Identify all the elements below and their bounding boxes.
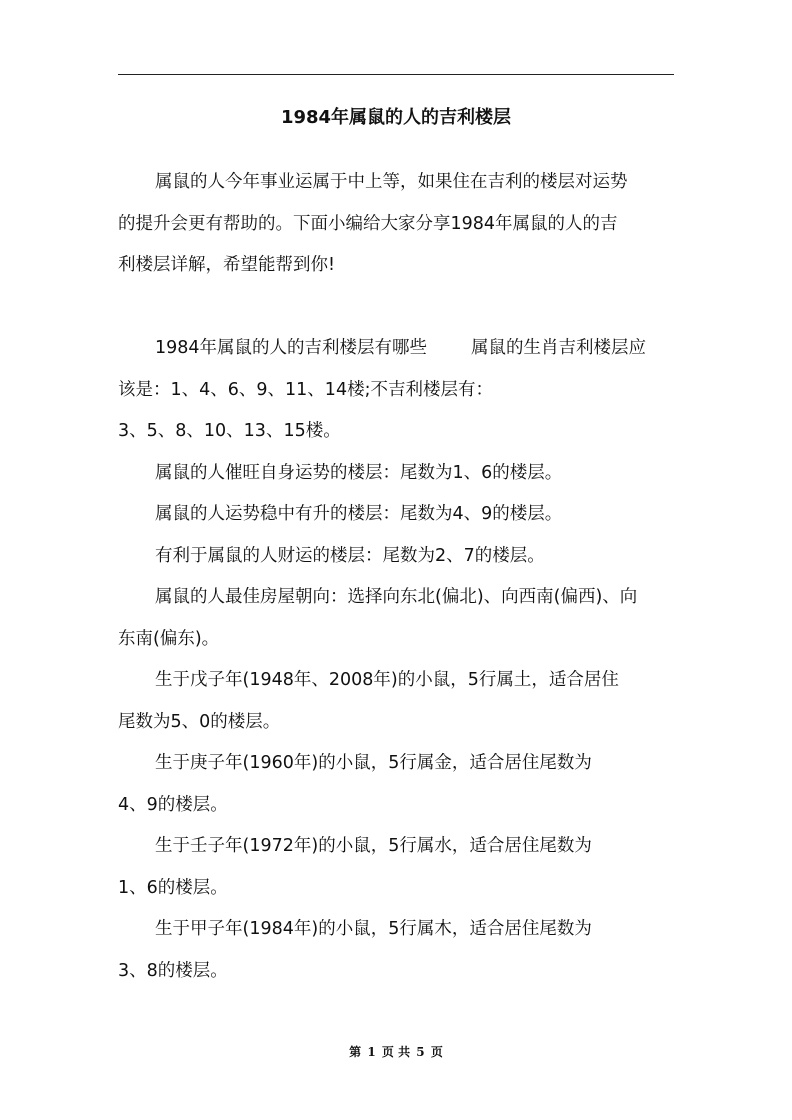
paragraph-line: 利楼层详解，希望能帮到你! (118, 255, 336, 275)
paragraph-line (118, 328, 678, 370)
paragraph-line: 属鼠的人催旺自身运势的楼层：尾数为1、6的楼层。 (155, 462, 563, 483)
paragraph-line: 属鼠的人运势稳中有升的楼层：尾数为4、9的楼层。 (155, 504, 563, 524)
paragraph-line: 的提升会更有帮助的。下面小编给大家分享1984年属鼠的人的吉 (118, 213, 618, 234)
footer-suffix: 页 (430, 1045, 443, 1059)
total-page-count: 5 (416, 1045, 425, 1059)
header-rule (118, 74, 674, 75)
current-page-number: 1 (367, 1045, 376, 1059)
paragraph-line: 3、5、8、10、13、15楼。 (118, 421, 341, 441)
section-heading: 1984年属鼠的人的吉利楼层有哪些 (155, 338, 428, 358)
paragraph-line: 生于戊子年(1948年、2008年)的小鼠，5行属土，适合居住 (155, 670, 619, 690)
article-body (118, 162, 678, 992)
paragraph-line: 属鼠的人今年事业运属于中上等，如果住在吉利的楼层对运势 (155, 172, 628, 192)
paragraph-line: 属鼠的人最佳房屋朝向：选择向东北(偏北)、向西南(偏西)、向 (155, 587, 638, 607)
paragraph-line: 尾数为5、0的楼层。 (118, 711, 281, 732)
paragraph-line: 生于壬子年(1972年)的小鼠，5行属水，适合居住尾数为 (155, 836, 592, 856)
footer-prefix: 第 (349, 1045, 362, 1059)
paragraph-line: 生于庚子年(1960年)的小鼠，5行属金，适合居住尾数为 (155, 753, 592, 773)
paragraph-line: 有利于属鼠的人财运的楼层：尾数为2、7的楼层。 (155, 545, 545, 566)
paragraph-line: 4、9的楼层。 (118, 794, 228, 815)
page-footer (0, 1043, 792, 1060)
paragraph-spacer (118, 287, 678, 329)
paragraph-line: 3、8的楼层。 (118, 960, 228, 981)
footer-middle: 页 共 (381, 1045, 411, 1059)
paragraph-line: 该是：1、4、6、9、11、14楼;不吉利楼层有： (118, 379, 493, 400)
paragraph-text: 属鼠的生肖吉利楼层应 (471, 338, 647, 358)
paragraph-line: 1、6的楼层。 (118, 877, 228, 898)
paragraph-line: 东南(偏东)。 (118, 628, 220, 649)
paragraph-line: 生于甲子年(1984年)的小鼠，5行属木，适合居住尾数为 (155, 919, 592, 939)
page-title: 1984年属鼠的人的吉利楼层 (280, 107, 512, 128)
